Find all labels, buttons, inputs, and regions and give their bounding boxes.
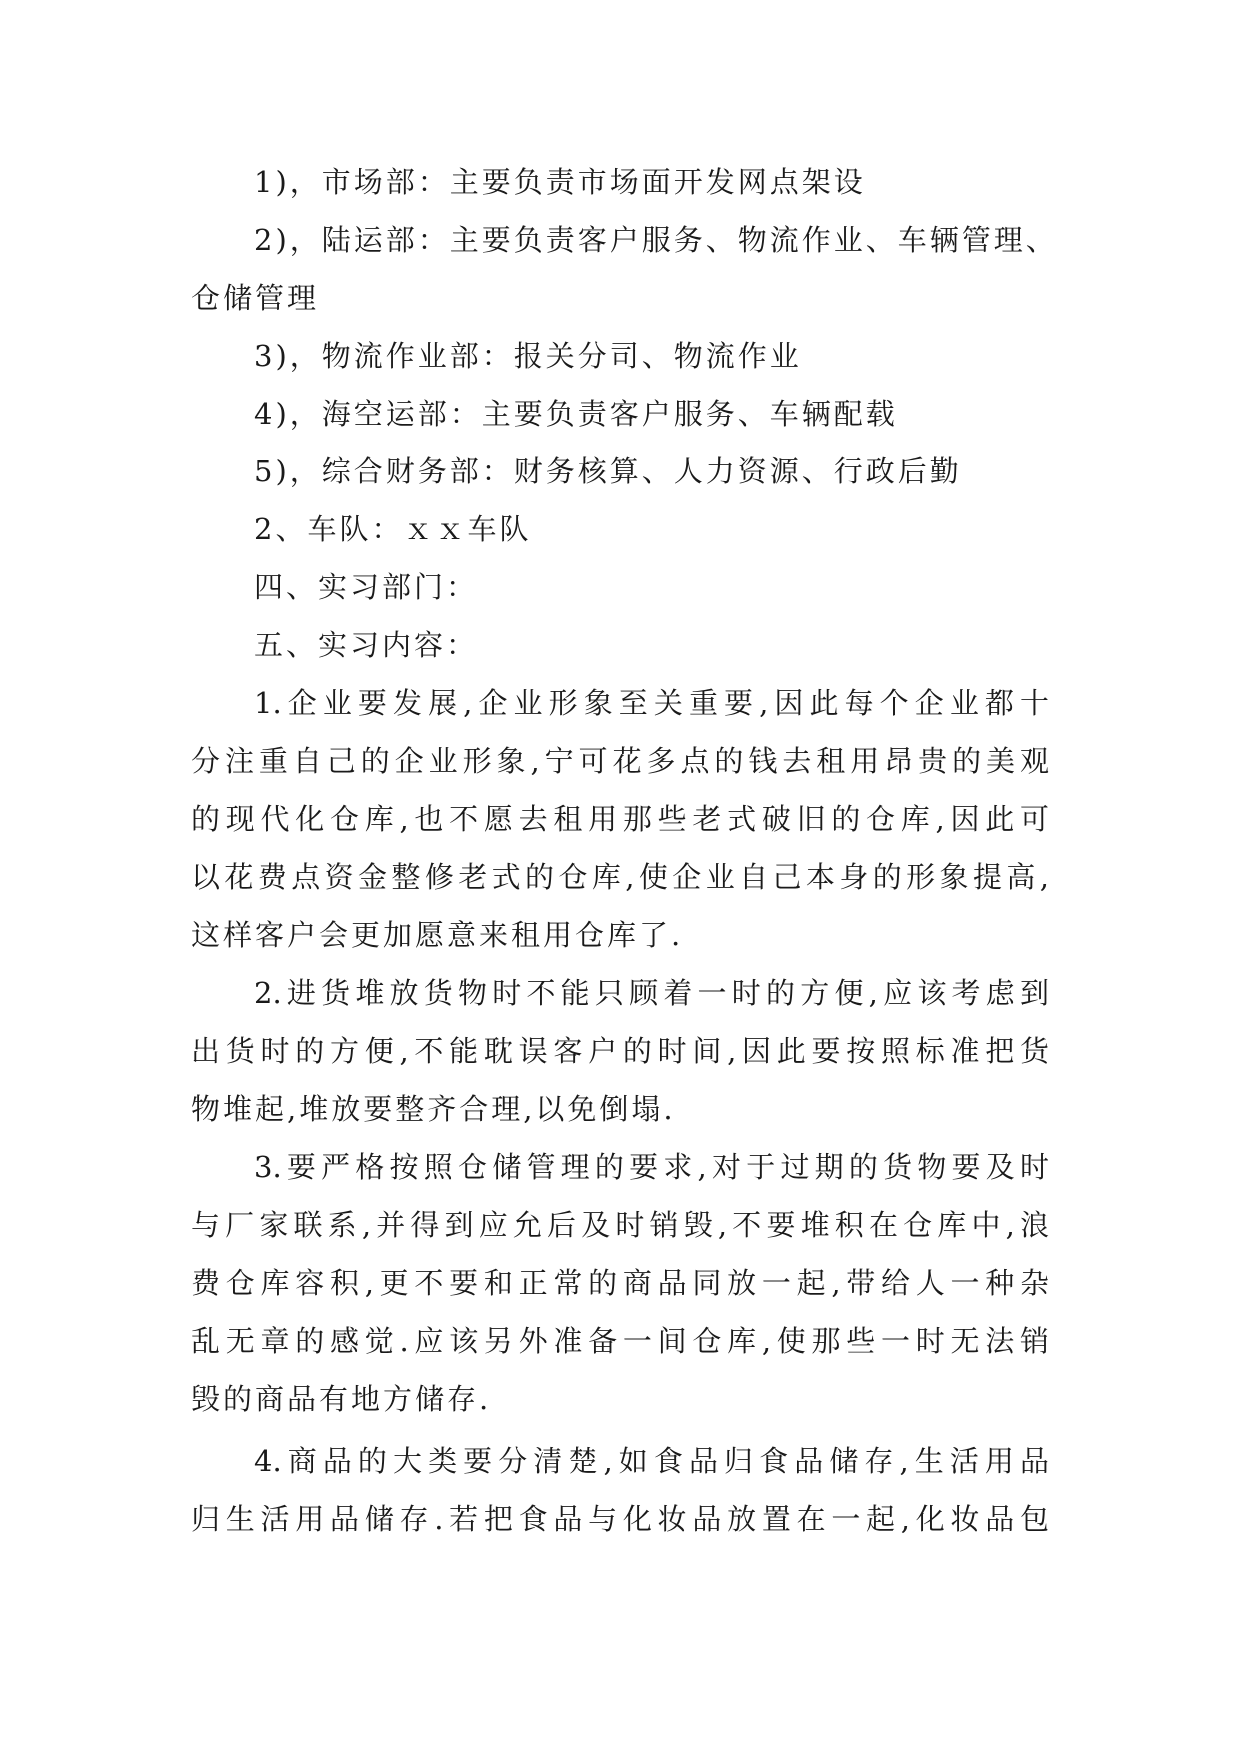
paragraph-line: 归生活用品储存.若把食品与化妆品放置在一起,化妆品包 (191, 1502, 1049, 1536)
paragraph-line: 毁的商品有地方储存. (191, 1382, 492, 1416)
paragraph-line: 以花费点资金整修老式的仓库,使企业自己本身的形象提高, (191, 860, 1049, 894)
section-heading-content: 五、实习内容： (254, 628, 479, 662)
dept-item-land-transport-cont: 仓储管理 (191, 281, 320, 315)
paragraph-line: 4.商品的大类要分清楚,如食品归食品储存,生活用品 (254, 1444, 1049, 1478)
paragraph-line: 1.企业要发展,企业形象至关重要,因此每个企业都十 (254, 686, 1049, 720)
dept-item-logistics: 3)，物流作业部：报关分司、物流作业 (254, 339, 802, 373)
dept-item-finance: 5)，综合财务部：财务核算、人力资源、行政后勤 (254, 454, 962, 488)
paragraph-line: 乱无章的感觉.应该另外准备一间仓库,使那些一时无法销 (191, 1324, 1049, 1358)
paragraph-line: 分注重自己的企业形象,宁可花多点的钱去租用昂贵的美观 (191, 744, 1049, 778)
paragraph-line: 这样客户会更加愿意来租用仓库了. (191, 918, 684, 952)
paragraph-line: 3.要严格按照仓储管理的要求,对于过期的货物要及时 (254, 1150, 1049, 1184)
dept-item-market: 1)，市场部：主要负责市场面开发网点架设 (254, 165, 866, 199)
paragraph-line: 物堆起,堆放要整齐合理,以免倒塌. (191, 1092, 676, 1126)
dept-item-land-transport: 2)，陆运部：主要负责客户服务、物流作业、车辆管理、 (254, 223, 1058, 257)
paragraph-line: 与厂家联系,并得到应允后及时销毁,不要堆积在仓库中,浪 (191, 1208, 1049, 1242)
paragraph-line: 费仓库容积,更不要和正常的商品同放一起,带给人一种杂 (191, 1266, 1049, 1300)
dept-item-sea-air: 4)，海空运部：主要负责客户服务、车辆配载 (254, 397, 898, 431)
paragraph-line: 出货时的方便,不能耽误客户的时间,因此要按照标准把货 (191, 1034, 1049, 1068)
section-heading-department: 四、实习部门： (254, 570, 479, 604)
fleet-item: 2、车队：ｘｘ车队 (254, 512, 532, 546)
paragraph-line: 的现代化仓库,也不愿去租用那些老式破旧的仓库,因此可 (191, 802, 1049, 836)
paragraph-line: 2.进货堆放货物时不能只顾着一时的方便,应该考虑到 (254, 976, 1049, 1010)
